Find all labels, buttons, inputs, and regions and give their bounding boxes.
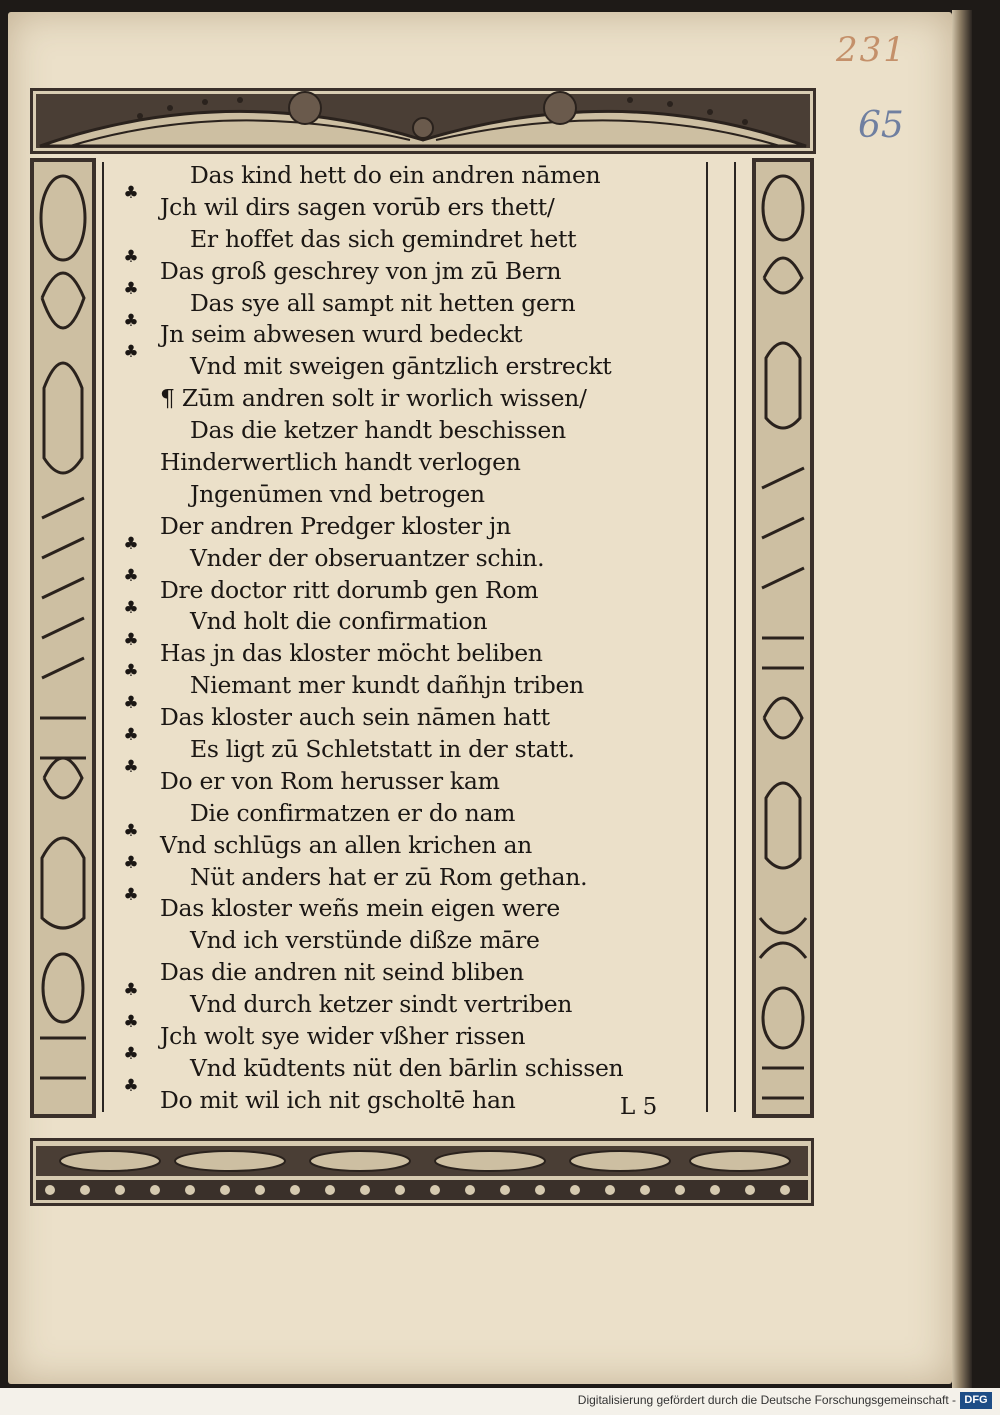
verse-line: Das die ketzer handt beschissen — [190, 416, 566, 445]
woodcut-border-left — [30, 158, 96, 1118]
verse-line: Das groß geschrey von jm zū Bern — [160, 256, 562, 285]
marginal-mark-icon: ♣ — [123, 1012, 139, 1033]
verse-line: ¶ Zūm andren solt ir worlich wissen/ — [160, 384, 587, 413]
marginal-mark-icon: ♣ — [123, 597, 139, 618]
funding-credit: Digitalisierung gefördert durch die Deutsche Forschungsgemeinschaft - — [577, 1393, 956, 1407]
verse-column — [160, 160, 720, 1117]
verse-line: Das kloster auch sein nāmen hatt — [160, 703, 550, 732]
page-number-handwritten: 65 — [858, 105, 904, 146]
verse-line: Nüt anders hat er zū Rom gethan. — [190, 862, 588, 891]
marginal-mark-icon: ♣ — [123, 246, 139, 267]
verse-line: Hinderwertlich handt verlogen — [160, 448, 521, 477]
woodcut-border-right — [752, 158, 814, 1118]
verse-line: Der andren Predger kloster jn — [160, 511, 511, 540]
page-edge — [952, 10, 972, 1388]
marginal-mark-icon: ♣ — [123, 725, 139, 746]
marginal-mark-icon: ♣ — [123, 1044, 139, 1065]
verse-line: Jn seim abwesen wurd bedeckt — [160, 320, 523, 349]
marginal-mark-icon: ♣ — [123, 533, 139, 554]
marginal-mark-icon: ♣ — [123, 1076, 139, 1097]
verse-line: Vnder der obseruantzer schin. — [190, 543, 545, 572]
verse-line: Das die andren nit seind bliben — [160, 958, 524, 987]
marginal-mark-icon: ♣ — [123, 693, 139, 714]
verse-line: Has jn das kloster möcht beliben — [160, 639, 543, 668]
marginal-mark-icon: ♣ — [123, 757, 139, 778]
column-rule-right-outer — [734, 162, 736, 1112]
marginal-mark-icon: ♣ — [123, 310, 139, 331]
marginal-mark-icon: ♣ — [123, 661, 139, 682]
verse-line: Es ligt zū Schletstatt in der statt. — [190, 735, 575, 764]
column-rule-left — [102, 162, 104, 1112]
verse-line: Niemant mer kundt dañhjn triben — [190, 671, 584, 700]
marginal-mark-icon: ♣ — [123, 820, 139, 841]
verse-line: Do er von Rom herusser kam — [160, 766, 500, 795]
verse-line: Das kind hett do ein andren nāmen — [190, 161, 601, 189]
marginal-marks — [110, 160, 150, 1120]
verse-line: Do mit wil ich nit gscholtē han — [160, 1085, 516, 1114]
marginal-mark-icon: ♣ — [123, 980, 139, 1001]
woodcut-border-bottom — [30, 1138, 814, 1206]
verse-line: Vnd schlūgs an allen krichen an — [160, 830, 533, 859]
marginal-mark-icon: ♣ — [123, 629, 139, 650]
woodcut-border-top — [30, 88, 816, 154]
verse-line: Vnd kūdtents nüt den bārlin schissen — [190, 1053, 624, 1082]
verse-line: Vnd ich verstünde dißze māre — [190, 926, 540, 955]
verse-line: Vnd mit sweigen gāntzlich erstreckt — [190, 352, 612, 381]
dfg-logo: DFG — [960, 1392, 992, 1409]
marginal-mark-icon: ♣ — [123, 565, 139, 586]
verse-line: Vnd durch ketzer sindt vertriben — [190, 990, 573, 1019]
verse-line: Das kloster weñs mein eigen were — [160, 894, 560, 923]
marginal-mark-icon: ♣ — [123, 278, 139, 299]
folio-number-handwritten: 231 — [836, 30, 907, 70]
marginal-mark-icon: ♣ — [123, 852, 139, 873]
verse-line: Dre doctor ritt dorumb gen Rom — [160, 575, 539, 604]
verse-line: Jch wil dirs sagen vorūb ers thett/ — [160, 192, 555, 221]
marginal-mark-icon: ♣ — [123, 182, 139, 203]
verse-line: Die confirmatzen er do nam — [190, 798, 516, 827]
footer-bar — [0, 1388, 1000, 1415]
verse-line: Jngenūmen vnd betrogen — [190, 479, 485, 508]
marginal-mark-icon: ♣ — [123, 884, 139, 905]
verse-line: Vnd holt die confirmation — [190, 607, 488, 636]
signature-mark: L 5 — [620, 1094, 658, 1120]
verse-line: Er hoffet das sich gemindret hett — [190, 224, 577, 253]
verse-line: Jch wolt sye wider vßher rissen — [160, 1022, 526, 1051]
verse-line: Das sye all sampt nit hetten gern — [190, 288, 576, 317]
marginal-mark-icon: ♣ — [123, 342, 139, 363]
